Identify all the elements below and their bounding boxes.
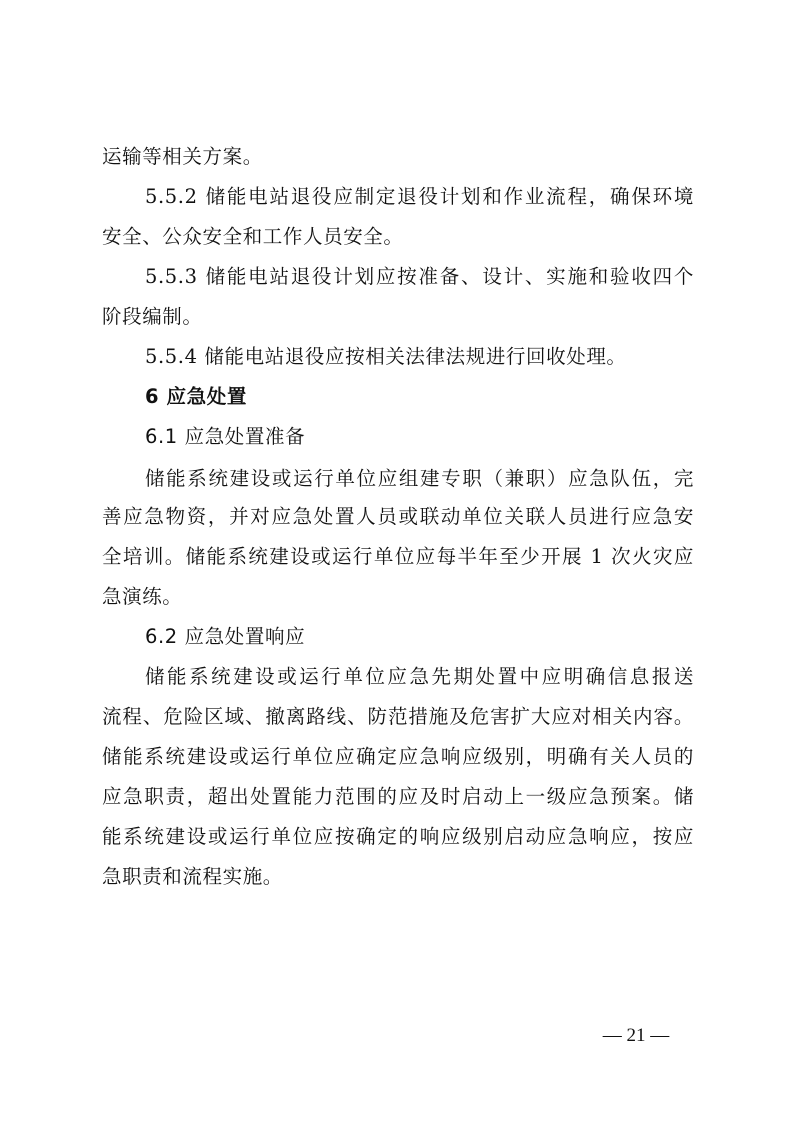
paragraph-line: 急职责和流程实施。 xyxy=(102,865,283,888)
paragraph-line: 储能系统建设或运行单位应急先期处置中应明确信息报送 xyxy=(145,665,694,688)
paragraph-line: 应急职责，超出处置能力范围的应及时启动上一级应急预案。储 xyxy=(102,785,694,808)
paragraph-line: 储能系统建设或运行单位应组建专职（兼职）应急队伍，完 xyxy=(145,467,694,490)
paragraph-line: 急演练。 xyxy=(102,585,183,608)
paragraph-line: 运输等相关方案。 xyxy=(102,145,263,168)
paragraph-line: 流程、危险区域、撤离路线、防范措施及危害扩大应对相关内容。 xyxy=(102,705,694,728)
clause-5-5-4: 5.5.4 储能电站退役应按相关法律法规进行回收处理。 xyxy=(145,345,627,368)
paragraph-line: 安全、公众安全和工作人员安全。 xyxy=(102,225,404,248)
page-number: — 21 — xyxy=(602,1025,670,1046)
subsection-heading-6-2: 6.2 应急处置响应 xyxy=(145,625,306,648)
section-heading-6: 6 应急处置 xyxy=(145,385,247,408)
paragraph-line: 能系统建设或运行单位应按确定的响应级别启动应急响应，按应 xyxy=(102,825,694,848)
paragraph-line: 全培训。储能系统建设或运行单位应每半年至少开展 1 次火灾应 xyxy=(102,545,694,568)
clause-5-5-2: 5.5.2 储能电站退役应制定退役计划和作业流程，确保环境 xyxy=(145,185,694,208)
paragraph-line: 阶段编制。 xyxy=(102,305,203,328)
paragraph-line: 善应急物资，并对应急处置人员或联动单位关联人员进行应急安 xyxy=(102,505,694,528)
paragraph-line: 储能系统建设或运行单位应确定应急响应级别，明确有关人员的 xyxy=(102,745,694,768)
subsection-heading-6-1: 6.1 应急处置准备 xyxy=(145,425,306,448)
clause-5-5-3: 5.5.3 储能电站退役计划应按准备、设计、实施和验收四个 xyxy=(145,265,694,288)
